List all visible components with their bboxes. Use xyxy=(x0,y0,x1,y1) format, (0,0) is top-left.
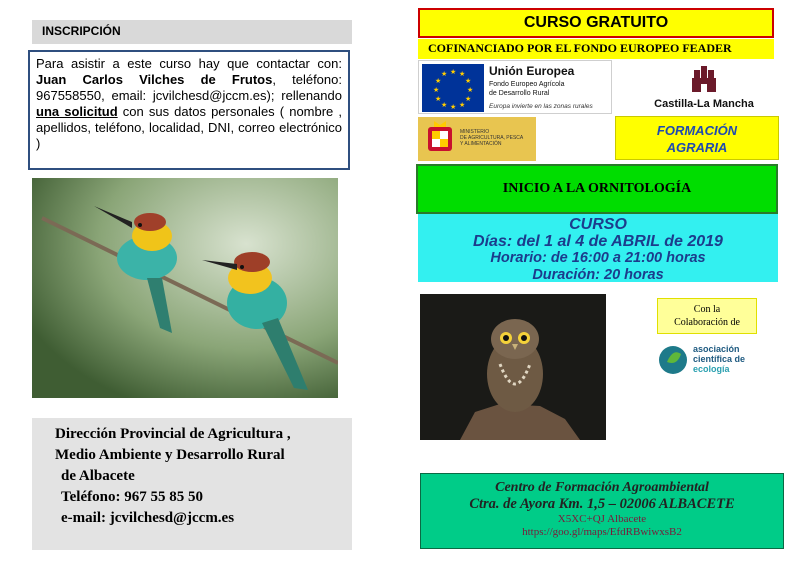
email-prefix: , email: xyxy=(101,88,147,103)
course-duration: Duración: 20 horas xyxy=(532,267,664,283)
svg-text:★: ★ xyxy=(441,101,448,109)
course-schedule: Horario: de 16:00 a 21:00 horas xyxy=(490,250,706,266)
course-title-banner xyxy=(416,164,778,214)
contact-email[interactable]: jcvilchesd@jccm.es xyxy=(152,88,267,103)
training-center-box xyxy=(420,473,784,549)
collaboration-label xyxy=(657,298,757,334)
phone-prefix: , teléfono: xyxy=(272,72,342,87)
bee-eaters-photo xyxy=(32,178,338,398)
svg-text:★: ★ xyxy=(459,101,466,109)
application-link[interactable]: una solicitud xyxy=(36,104,118,119)
ministerio-line2: DE AGRICULTURA, PESCA xyxy=(460,135,524,141)
free-course-banner xyxy=(418,8,774,38)
center-plus-code: X5XC+QJ Albacete xyxy=(557,513,647,525)
ministerio-line1: MINISTERIO xyxy=(460,129,490,135)
contact-phone: 967558550 xyxy=(36,88,102,103)
contact-box xyxy=(28,50,350,170)
ace-leaf-icon xyxy=(657,340,689,380)
svg-text:★: ★ xyxy=(450,68,457,76)
svg-text:★: ★ xyxy=(435,95,442,103)
spain-coat-of-arms-icon xyxy=(422,119,458,159)
castle-icon xyxy=(640,60,768,96)
svg-text:★: ★ xyxy=(459,70,466,78)
bee-eaters-illustration xyxy=(32,178,338,398)
contact-name: Juan Carlos Vilches de Frutos xyxy=(36,72,273,87)
svg-text:★: ★ xyxy=(465,95,472,103)
center-map-link[interactable]: https://goo.gl/maps/EfdRBwiwxsB2 xyxy=(522,526,682,538)
formacion-line2: AGRARIA xyxy=(666,140,728,155)
little-owl-photo xyxy=(420,294,606,440)
contact-rest: con sus datos personales ( nombre , apellidos, teléfono, localidad, DNI, correo electrónico ) xyxy=(36,104,343,151)
eu-fund-line1: Fondo Europeo Agrícola xyxy=(489,81,565,88)
svg-text:★: ★ xyxy=(450,103,457,111)
course-title: INICIO A LA ORNITOLOGÍA xyxy=(502,181,692,196)
svg-text:★: ★ xyxy=(467,86,474,94)
ministerio-line3: Y ALIMENTACIÓN xyxy=(460,141,502,147)
free-course-label: CURSO GRATUITO xyxy=(523,14,669,31)
eu-feader-logo xyxy=(418,60,612,114)
formacion-line1: FORMACIÓN xyxy=(656,123,738,138)
ace-line1: asociación xyxy=(693,344,740,354)
svg-text:★: ★ xyxy=(435,77,442,85)
cofinanced-banner xyxy=(418,39,774,59)
ace-line2: científica de xyxy=(693,354,746,364)
eu-title: Unión Europea xyxy=(489,64,575,78)
inscription-header xyxy=(32,20,352,44)
course-dates: Días: del 1 al 4 de ABRIL de 2019 xyxy=(473,233,723,250)
cofinanced-text: COFINANCIADO POR EL FONDO EUROPEO FEADER xyxy=(428,41,732,55)
ace-line3: ecología xyxy=(693,364,730,374)
eu-fund-line2: de Desarrollo Rural xyxy=(489,90,550,97)
eu-slogan: Europa invierte en las zonas rurales xyxy=(489,103,593,110)
office-email[interactable]: e-mail: jcvilchesd@jccm.es xyxy=(61,510,235,526)
svg-text:★: ★ xyxy=(433,86,440,94)
svg-text:★: ★ xyxy=(465,77,472,85)
office-line-1: Dirección Provincial de Agricultura , xyxy=(55,426,291,442)
course-details-box xyxy=(418,214,778,282)
office-line-3: de Albacete xyxy=(61,468,135,484)
ministerio-logo xyxy=(418,117,536,161)
clm-label: Castilla-La Mancha xyxy=(654,98,754,110)
office-info-box xyxy=(32,418,352,550)
inscription-title: INSCRIPCIÓN xyxy=(42,24,121,38)
center-name: Centro de Formación Agroambiental xyxy=(495,480,709,495)
after-email: ); rellenando xyxy=(266,88,342,103)
owl-illustration xyxy=(420,294,606,440)
course-label: CURSO xyxy=(569,216,627,233)
castilla-la-mancha-logo xyxy=(640,60,768,116)
collab-line1: Con la xyxy=(693,304,721,315)
office-phone: Teléfono: 967 55 85 50 xyxy=(61,489,203,505)
formacion-agraria-badge xyxy=(615,116,779,160)
collab-line2: Colaboración de xyxy=(674,317,740,328)
ace-logo xyxy=(657,340,767,380)
svg-text:★: ★ xyxy=(441,70,448,78)
center-address: Ctra. de Ayora Km. 1,5 – 02006 ALBACETE xyxy=(469,496,735,512)
contact-intro: Para asistir a este curso hay que contactar con: xyxy=(36,56,342,71)
office-line-2: Medio Ambiente y Desarrollo Rural xyxy=(55,447,285,463)
